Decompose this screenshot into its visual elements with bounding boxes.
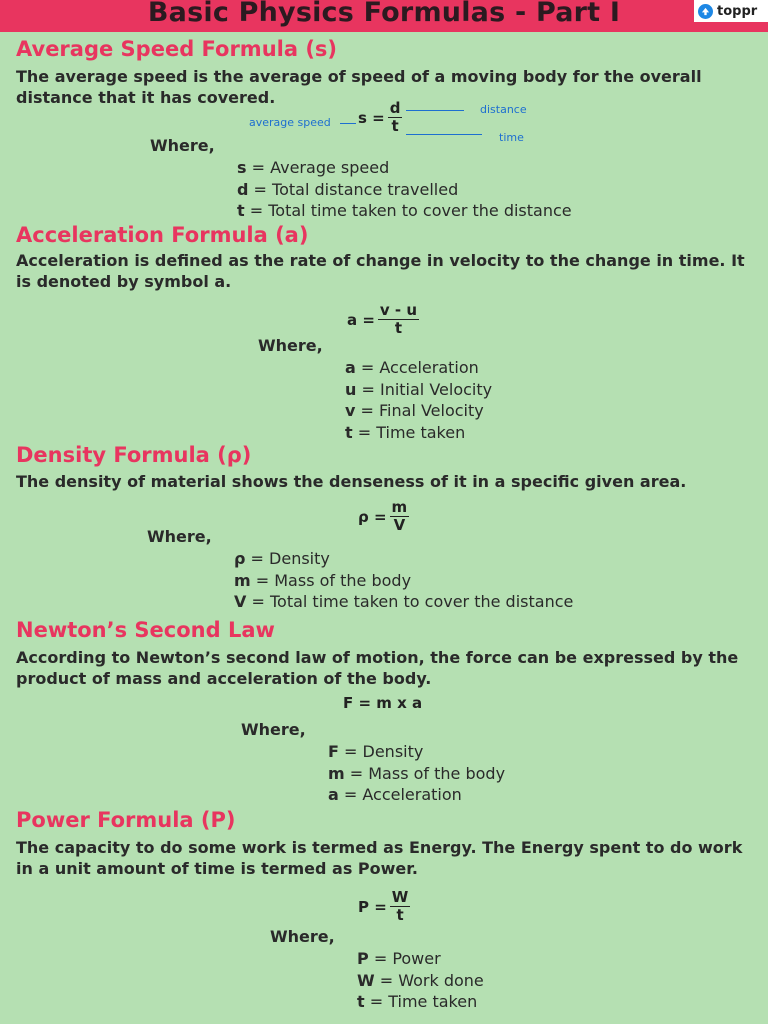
variable-item: a = Acceleration [345, 358, 479, 377]
section-heading-density: Density Formula (ρ) [16, 443, 252, 467]
where-label: Where, [258, 336, 323, 355]
annotation-time: time [499, 131, 524, 144]
variable-list-newtons-second-law [328, 741, 505, 806]
section-description-acceleration: Acceleration is defined as the rate of change in velocity to the change in time. It is denoted by symbol a. [16, 251, 745, 291]
formula-lhs: P [358, 897, 369, 916]
formula-lhs: a [347, 310, 358, 329]
section-heading-newtons-second-law: Newton’s Second Law [16, 618, 275, 642]
variable-item: a = Acceleration [328, 785, 462, 804]
formula-acceleration: a = $\frac{v - u}{t}$ [347, 301, 418, 337]
formula-denominator: t [396, 906, 404, 924]
formula-density: ρ = $\frac{m}{V}$ [358, 498, 408, 534]
formula-average-speed: s = $\frac{d}{t}$ [358, 99, 401, 135]
variable-item: s = Average speed [237, 158, 390, 177]
formula-denominator: t [394, 319, 403, 337]
variable-item: m = Mass of the body [234, 570, 412, 590]
header-banner [0, 0, 768, 32]
formula-numerator: m [391, 498, 408, 516]
section-heading-average-speed: Average Speed Formula (s) [16, 37, 338, 61]
variable-list-average-speed [237, 157, 572, 222]
variable-item: t = Time taken [345, 422, 466, 442]
variable-item: m = Mass of the body [328, 763, 506, 783]
annotation-average-speed: average speed [249, 116, 331, 129]
toppr-logo [694, 0, 768, 22]
formula-numerator: v - u [379, 301, 418, 319]
section-heading-power: Power Formula (P) [16, 808, 236, 832]
variable-item: ρ = Density [234, 549, 330, 568]
variable-item: W = Work done [357, 970, 484, 990]
where-label: Where, [147, 527, 212, 546]
variable-list-power [357, 948, 484, 1013]
annotation-line-time [406, 134, 482, 135]
formula-numerator: W [391, 888, 409, 906]
where-label: Where, [150, 136, 215, 155]
variable-item: d = Total distance travelled [237, 179, 459, 199]
variable-item: t = Time taken [357, 992, 478, 1011]
section-description-average-speed: The average speed is the average of speed of a moving body for the overall distance that it has covered. [16, 67, 702, 107]
variable-item: v = Final Velocity [345, 401, 484, 420]
up-arrow-icon [698, 4, 713, 19]
section-description-density: The density of material shows the denseness of it in a specific given area. [16, 472, 687, 491]
annotation-line-left [340, 123, 356, 124]
variable-list-acceleration [345, 357, 492, 443]
formula-lhs: s [358, 108, 367, 127]
formula-lhs: ρ [358, 507, 369, 526]
where-label: Where, [241, 720, 306, 739]
logo-text: toppr [717, 3, 758, 19]
formula-power: P = $\frac{W}{t}$ [358, 888, 409, 924]
variable-item: t = Total time taken to cover the distance [237, 201, 572, 220]
annotation-line-distance [406, 110, 464, 111]
page-title: Basic Physics Formulas - Part I [147, 0, 621, 28]
variable-item: u = Initial Velocity [345, 379, 493, 399]
formula-denominator: V [393, 516, 406, 534]
variable-item: V = Total time taken to cover the distance [234, 592, 574, 611]
variable-item: F = Density [328, 742, 424, 761]
section-heading-acceleration: Acceleration Formula (a) [16, 223, 309, 247]
section-description-newtons-second-law: According to Newton’s second law of motion, the force can be expressed by the product of mass and acceleration of the body. [16, 648, 739, 688]
section-description-power: The capacity to do some work is termed as Energy. The Energy spent to do work in a unit amount of time is termed as Power. [16, 838, 743, 878]
where-label: Where, [270, 927, 335, 946]
annotation-distance: distance [480, 103, 527, 116]
variable-list-density [234, 548, 573, 613]
formula-newtons-second-law: F = m x a [343, 694, 423, 712]
formula-numerator: d [389, 99, 401, 117]
formula-denominator: t [391, 117, 399, 135]
variable-item: P = Power [357, 949, 441, 968]
